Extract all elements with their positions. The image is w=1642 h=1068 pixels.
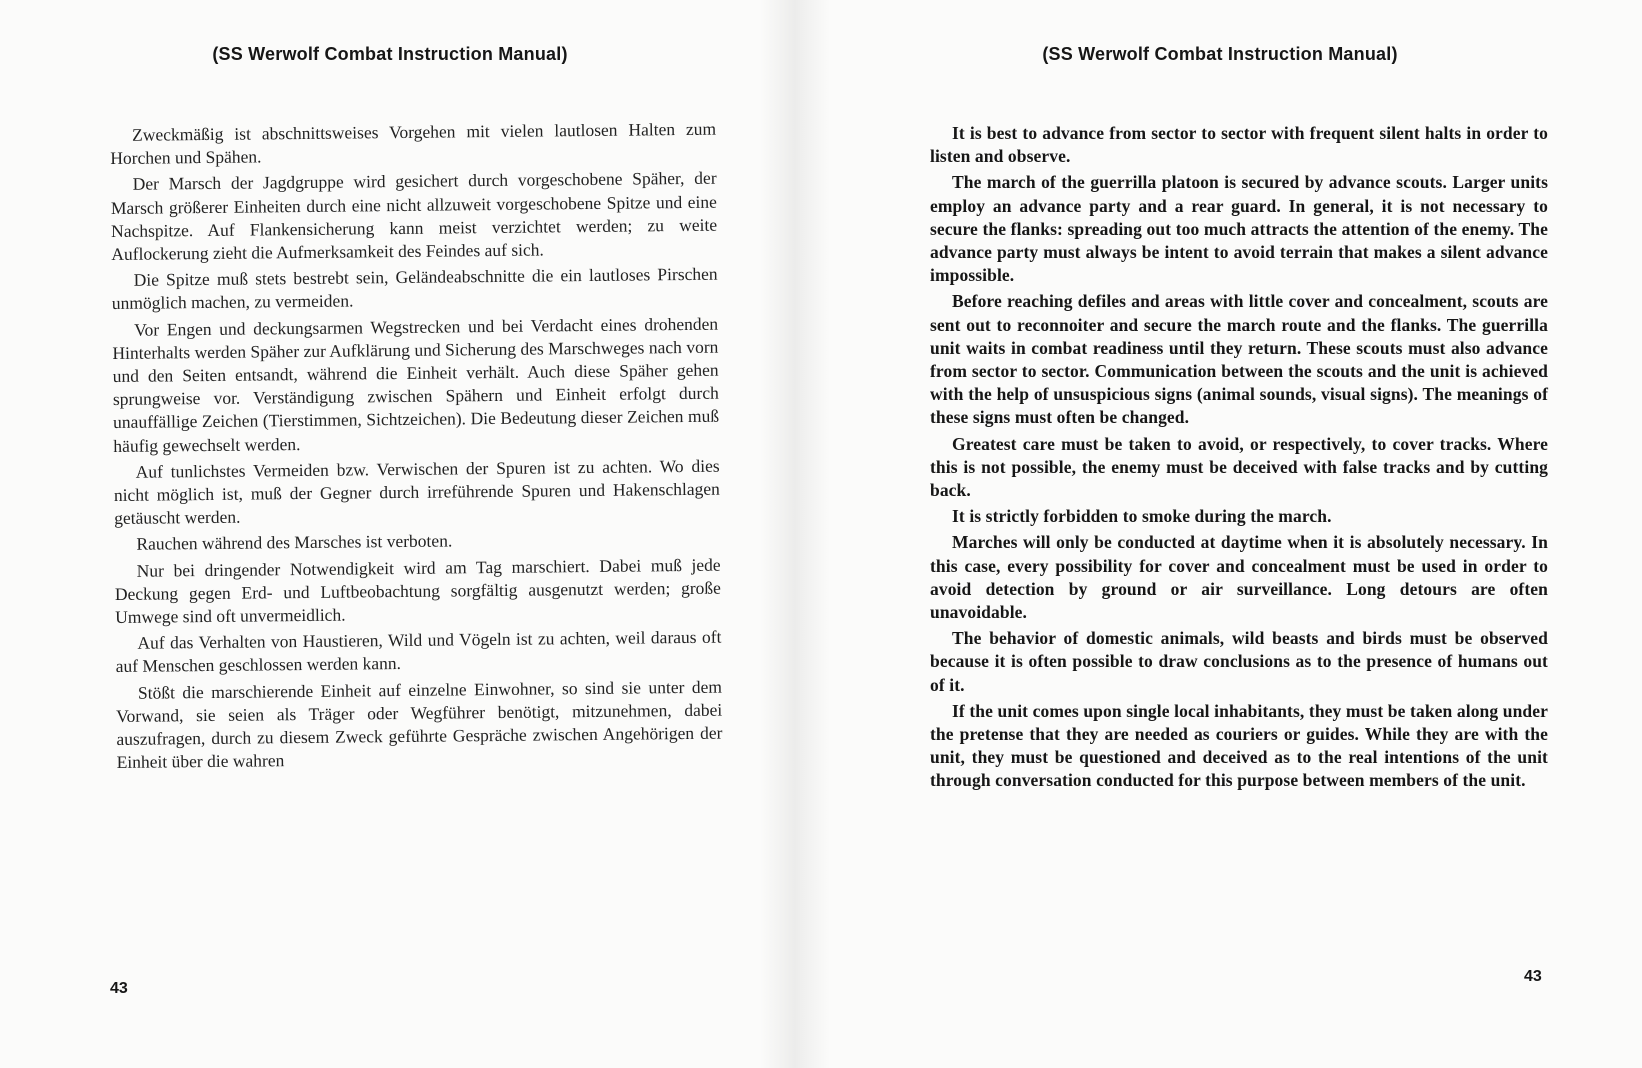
paragraph: Before reaching defiles and areas with little cover and concealment, scouts are sent out to reconnoiter and secure the march route and the flanks. The guerrilla unit waits in combat readiness until they return. These scouts must also advance from sector to sector. Communication between the scouts and the unit is achieved with the help of unsuspicious signs (animal sounds, visual signs). The meanings of these signs must often be changed. bbox=[930, 291, 1548, 428]
paragraph: Zweckmäßig ist abschnittsweises Vorgehen mit vielen lautlosen Halten zum Horchen und Spähen. bbox=[110, 118, 717, 169]
paragraph: Marches will only be conducted at daytime when it is absolutely necessary. In this case, every possibility for cover and concealment must be used in order to avoid detection by ground or air surveillance. Long detours are often unavoidable. bbox=[930, 532, 1548, 623]
running-head: (SS Werwolf Combat Instruction Manual) bbox=[212, 44, 568, 64]
paragraph: Die Spitze muß stets bestrebt sein, Geländeabschnitte die ein lautloses Pirschen unmöglich machen, zu vermeiden. bbox=[111, 263, 718, 314]
paragraph: Nur bei dringender Notwendigkeit wird am Tag marschiert. Dabei muß jede Deckung gegen Erd- und Luftbeobachtung sorgfältig ausgenutzt werden; große Umwege sind oft unvermeidlich. bbox=[114, 554, 721, 628]
paragraph: Vor Engen und deckungsarmen Wegstrecken und bei Verdacht eines drohenden Hinterhalts werden Späher zur Aufklärung und Sicherung des Marschweges nach vorn und den Seiten entsandt, während die Einheit verhält. Auch diese Späher gehen sprungweise vor. Verständigung zwischen Spähern und Einheit erfolgt durch unauffällige Zeichen (Tierstimmen, Sichtzeichen). Die Bedeutung dieser Zeichen muß häufig gewechselt werden. bbox=[112, 313, 720, 456]
page-number: 43 bbox=[1524, 968, 1542, 985]
german-body-text bbox=[110, 118, 723, 778]
paragraph: The march of the guerrilla platoon is secured by advance scouts. Larger units employ an advance party and a rear guard. In general, it is not necessary to secure the flanks: spreading out too much attracts the attention of the enemy. The advance party must always be intent to avoid terrain that makes a silent advance impossible. bbox=[930, 172, 1548, 286]
running-head: (SS Werwolf Combat Instruction Manual) bbox=[1042, 44, 1398, 64]
page-number: 43 bbox=[110, 980, 128, 997]
right-page bbox=[920, 0, 1548, 1068]
book-gutter bbox=[760, 0, 830, 1068]
paragraph: The behavior of domestic animals, wild beasts and birds must be observed because it is often possible to draw conclusions as to the presence of humans out of it. bbox=[930, 628, 1548, 695]
paragraph: If the unit comes upon single local inhabitants, they must be taken along under the pretense that they are needed as couriers or guides. While they are with the unit, they must be questioned and deceived as to the real intentions of the unit through conversation conducted for this purpose between members of the unit. bbox=[930, 700, 1548, 791]
paragraph: Auf tunlichstes Vermeiden bzw. Verwischen der Spuren ist zu achten. Wo dies nicht möglich ist, muß der Gegner durch irreführende Spuren und Hakenschlagen getäuscht werden. bbox=[113, 455, 720, 529]
paragraph: Greatest care must be taken to avoid, or respectively, to cover tracks. Where this is not possible, the enemy must be deceived with false tracks and by cutting back. bbox=[930, 433, 1548, 501]
left-page bbox=[100, 0, 723, 1068]
paragraph: Der Marsch der Jagdgruppe wird gesichert durch vorgeschobene Späher, der Marsch größerer Einheiten durch eine nicht allzuweit vorgeschobene Spitze und eine Nachspitze. Auf Flankensicherung kann meist verzichtet werden; zu weite Auflockerung zieht die Aufmerksamkeit des Feindes auf sich. bbox=[110, 168, 718, 265]
paragraph: Stößt die marschierende Einheit auf einzelne Einwohner, so sind sie unter dem Vorwand, sie seien als Träger oder Wegführer benötigt, mitzunehmen, dabei auszufragen, durch zu diesem Zweck geführte Gespräche zwischen Angehörigen der Einheit über die wahren bbox=[116, 676, 723, 773]
paragraph: It is best to advance from sector to sector with frequent silent halts in order to listen and observe. bbox=[930, 123, 1548, 167]
paragraph: Rauchen während des Marsches ist verboten. bbox=[136, 530, 453, 555]
paragraph: It is strictly forbidden to smoke during the march. bbox=[952, 506, 1332, 527]
paragraph: Auf das Verhalten von Haustieren, Wild und Vögeln ist zu achten, weil daraus oft auf Menschen geschlossen werden kann. bbox=[115, 626, 722, 677]
english-body-text bbox=[930, 122, 1548, 796]
